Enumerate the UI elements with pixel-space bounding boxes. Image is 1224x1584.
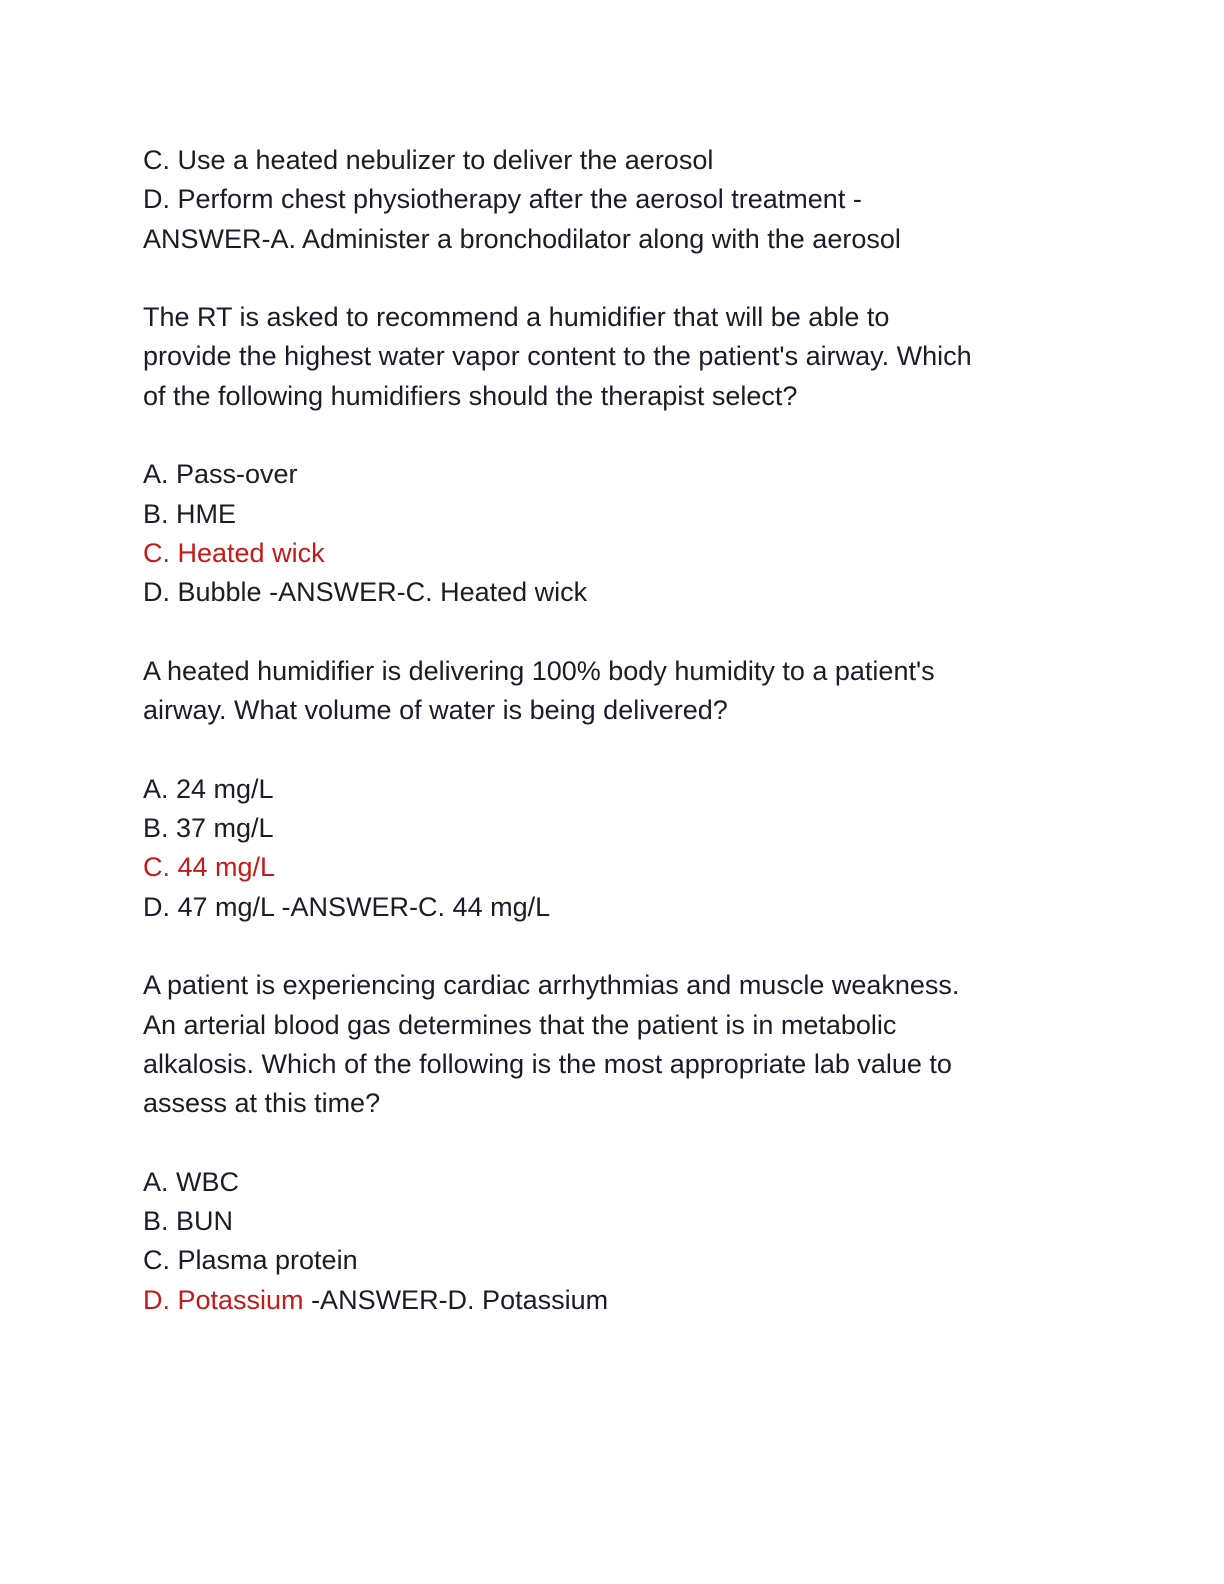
option-d: D. Perform chest physiotherapy after the aerosol treatment - bbox=[143, 184, 862, 215]
option-c: C. Use a heated nebulizer to deliver the aerosol bbox=[143, 145, 714, 175]
paragraph-gap bbox=[143, 259, 1103, 298]
option-d-with-answer: D. 47 mg/L -ANSWER-C. 44 mg/L bbox=[143, 891, 551, 922]
option-c-correct: C. Heated wick bbox=[143, 537, 325, 568]
option-b: B. BUN bbox=[143, 1206, 234, 1237]
option-d-with-answer: D. Bubble -ANSWER-C. Heated wick bbox=[143, 577, 588, 608]
question-stem-line: airway. What volume of water is being delivered? bbox=[143, 695, 728, 726]
document-page bbox=[143, 141, 1103, 1320]
question-stem-line: The RT is asked to recommend a humidifier that will be able to bbox=[143, 302, 890, 333]
question-stem-line: A patient is experiencing cardiac arrhythmias and muscle weakness. bbox=[143, 970, 960, 1001]
paragraph-gap bbox=[143, 927, 1103, 966]
question-stem-line: provide the highest water vapor content to the patient's airway. Which bbox=[143, 341, 972, 372]
option-a: A. 24 mg/L bbox=[143, 773, 274, 804]
paragraph-gap bbox=[143, 1123, 1103, 1162]
paragraph-gap bbox=[143, 613, 1103, 652]
option-a: A. WBC bbox=[143, 1166, 240, 1197]
option-d-with-answer bbox=[143, 1281, 1103, 1320]
option-c: C. Plasma protein bbox=[143, 1245, 358, 1276]
question-block-alkalosis bbox=[143, 966, 1103, 1320]
question-block-body-humidity bbox=[143, 652, 1103, 927]
question-stem-line: of the following humidifiers should the therapist select? bbox=[143, 380, 798, 411]
paragraph-gap bbox=[143, 730, 1103, 769]
option-d-correct: D. Potassium bbox=[143, 1284, 304, 1315]
answer-line: ANSWER-A. Administer a bronchodilator along with the aerosol bbox=[143, 223, 901, 254]
option-c-correct: C. 44 mg/L bbox=[143, 852, 276, 883]
option-a: A. Pass-over bbox=[143, 459, 298, 490]
question-block-humidifier bbox=[143, 298, 1103, 612]
question-block-continued bbox=[143, 141, 1103, 259]
option-b: B. HME bbox=[143, 498, 237, 529]
option-b: B. 37 mg/L bbox=[143, 813, 274, 844]
question-stem-line: An arterial blood gas determines that the patient is in metabolic bbox=[143, 1009, 897, 1040]
question-stem-line: assess at this time? bbox=[143, 1088, 381, 1119]
question-stem-line: A heated humidifier is delivering 100% body humidity to a patient's bbox=[143, 655, 935, 686]
answer-text: -ANSWER-D. Potassium bbox=[303, 1284, 609, 1315]
question-stem-line: alkalosis. Which of the following is the most appropriate lab value to bbox=[143, 1048, 952, 1079]
paragraph-gap bbox=[143, 416, 1103, 455]
